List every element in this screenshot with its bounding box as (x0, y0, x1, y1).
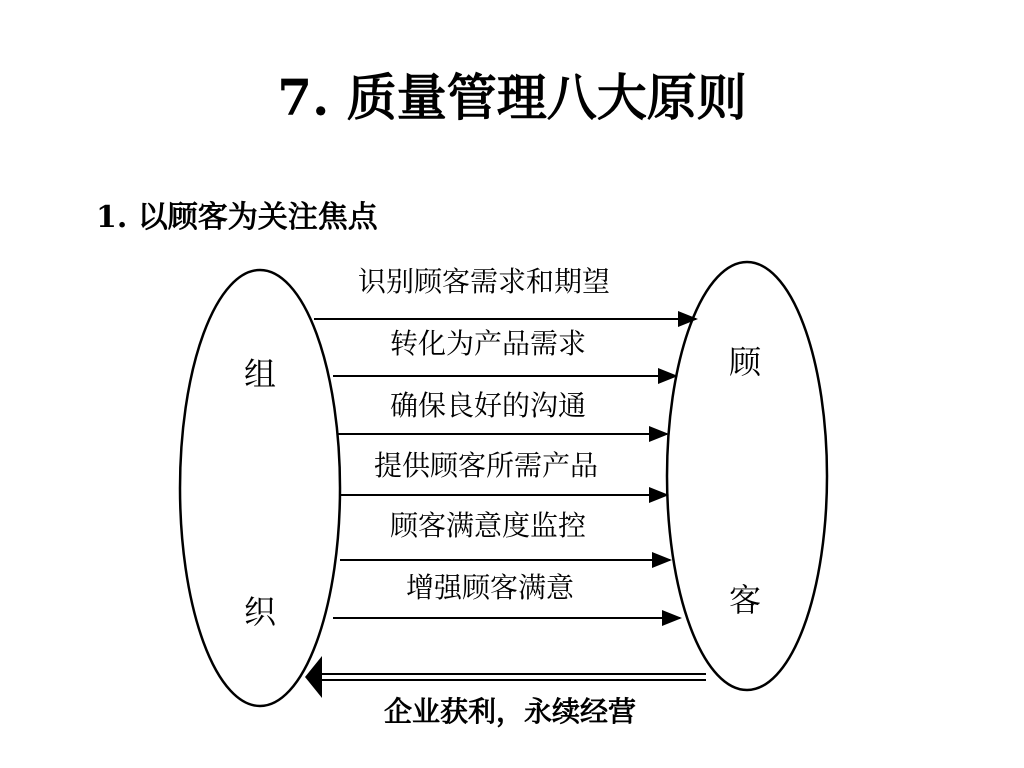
flow-label-4: 提供顾客所需产品 (374, 449, 599, 482)
customer-label-top: 顾 (729, 343, 762, 381)
flow-label-3: 确保良好的沟通 (390, 389, 587, 422)
organization-ellipse (180, 270, 340, 706)
return-label: 企业获利，永续经营 (383, 695, 636, 728)
flow-label-6: 增强顾客满意 (406, 571, 575, 604)
organization-label-top: 组 (244, 355, 277, 393)
customer-ellipse (667, 262, 827, 690)
flow-label-2: 转化为产品需求 (390, 327, 587, 360)
customer-label-bottom: 客 (729, 581, 762, 619)
section-heading: 1. 以顾客为关注焦点 (96, 200, 378, 235)
flow-label-1: 识别顾客需求和期望 (358, 265, 611, 298)
flow-label-5: 顾客满意度监控 (390, 509, 587, 542)
organization-label-bottom: 织 (244, 593, 277, 631)
page-title: 7. 质量管理八大原则 (277, 68, 747, 127)
